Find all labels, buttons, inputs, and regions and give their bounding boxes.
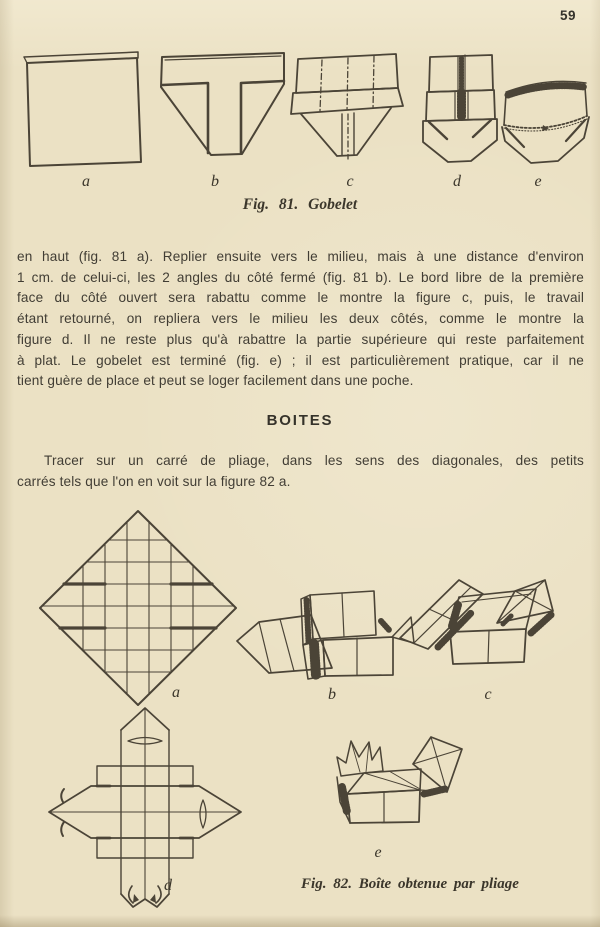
fig82-step-b	[237, 580, 483, 679]
fig81-label-c: c	[346, 173, 354, 190]
fig82-label-b: b	[328, 686, 336, 703]
page-number: 59	[560, 8, 577, 23]
fig81-label-d: d	[453, 173, 461, 190]
paragraph-line: face du côté ouvert sera rabattu comme le montre la figure c, puis, le travail	[17, 290, 584, 306]
fig82-label-e: e	[374, 844, 382, 861]
paragraph-line: étant retourné, on repliera vers le milieu les deux côtés, comme le montre la	[17, 311, 584, 327]
fig82-step-a	[40, 511, 236, 705]
paragraph-line: en haut (fig. 81 a). Replier ensuite vers le milieu, mais à une distance d'environ	[17, 249, 584, 264]
fig82-step-d	[49, 708, 241, 907]
intro-paragraph	[17, 451, 584, 492]
fig81-label-a: a	[82, 173, 90, 190]
paragraph-line: 1 cm. de celui-ci, les 2 angles du côté fermé (fig. 81 b). Le bord libre de la première	[17, 269, 584, 285]
fig81-step-a	[24, 52, 141, 166]
fig81-label-b: b	[211, 173, 219, 190]
fig81-caption: Fig. 81. Gobelet	[242, 196, 358, 213]
fig82-label-c: c	[484, 686, 492, 703]
fig81-step-d	[423, 55, 497, 162]
paragraph-line: Tracer sur un carré de pliage, dans les sens des diagonales, des petits	[44, 453, 584, 468]
fig81-label-e: e	[534, 173, 542, 190]
fig82-svg	[0, 500, 600, 927]
fig82-caption: Fig. 82. Boîte obtenue par pliage	[301, 876, 519, 892]
paragraph-line: figure d. Il ne reste plus qu'à rabattre la partie supérieure qui reste parfaitement	[17, 331, 584, 347]
fig82-step-e	[337, 737, 462, 823]
section-heading: BOITES	[266, 412, 334, 429]
fig81-step-e	[502, 81, 589, 163]
paragraph-line: à plat. Le gobelet est terminé (fig. e) ; il est particulièrement pratique, car il ne	[17, 352, 584, 368]
body-paragraph	[17, 247, 584, 392]
fig82-label-d: d	[164, 877, 172, 894]
fig81-step-b	[161, 53, 284, 155]
fig82-label-a: a	[172, 684, 180, 701]
paragraph-line: carrés tels que l'on en voit sur la figure 82 a.	[17, 473, 291, 489]
paragraph-line: tient guère de place et peut se loger facilement dans une poche.	[17, 373, 414, 389]
fig81-step-c	[291, 54, 403, 159]
